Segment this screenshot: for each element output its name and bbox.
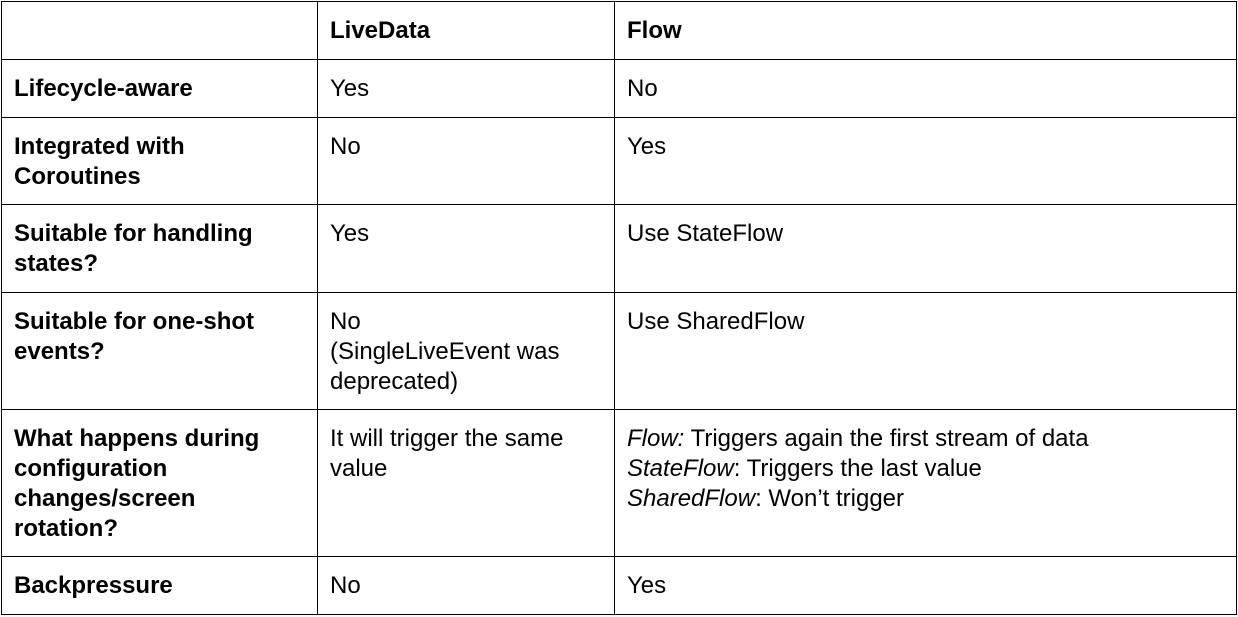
flow-cell: Yes xyxy=(615,118,1237,205)
flow-cell: Use StateFlow xyxy=(615,205,1237,293)
table-row xyxy=(2,205,1237,293)
row-label-line: events? xyxy=(14,338,105,365)
flow-line-text: : Triggers the last value xyxy=(733,455,982,482)
flow-line xyxy=(627,424,1224,454)
livedata-cell: No xyxy=(318,557,615,615)
livedata-cell xyxy=(318,293,615,410)
livedata-line: deprecated) xyxy=(330,368,459,395)
flow-cell: No xyxy=(615,60,1237,118)
flow-cell xyxy=(615,410,1237,557)
row-label-one-shot-events xyxy=(2,293,318,410)
livedata-cell: Yes xyxy=(318,60,615,118)
row-label-handling-states xyxy=(2,205,318,293)
row-label-integrated-with-coroutines xyxy=(2,118,318,205)
flow-term: StateFlow xyxy=(627,455,734,482)
table-header-row xyxy=(2,2,1237,60)
table-row xyxy=(2,60,1237,118)
flow-term: Flow: xyxy=(627,425,685,452)
row-label-line: configuration xyxy=(14,455,168,482)
row-label-backpressure: Backpressure xyxy=(2,557,318,615)
table-row xyxy=(2,557,1237,615)
row-label-line: Integrated with xyxy=(14,133,185,160)
comparison-table xyxy=(1,1,1237,615)
header-livedata: LiveData xyxy=(318,2,615,60)
row-label-line: changes/screen xyxy=(14,485,196,512)
row-label-line: Suitable for one-shot xyxy=(14,308,254,335)
livedata-line: value xyxy=(330,455,388,482)
flow-line-text: : Won’t trigger xyxy=(755,485,905,512)
flow-cell: Use SharedFlow xyxy=(615,293,1237,410)
flow-line xyxy=(627,484,1224,514)
flow-term: SharedFlow xyxy=(627,485,756,512)
row-label-configuration-changes xyxy=(2,410,318,557)
flow-line xyxy=(627,454,1224,484)
livedata-line: (SingleLiveEvent was xyxy=(330,338,560,365)
livedata-line: No xyxy=(330,308,361,335)
table-row xyxy=(2,118,1237,205)
header-corner-cell xyxy=(2,2,318,60)
row-label-line: Coroutines xyxy=(14,163,141,190)
table-row xyxy=(2,293,1237,410)
row-label-line: rotation? xyxy=(14,515,118,542)
row-label-line: Suitable for handling xyxy=(14,220,253,247)
livedata-cell: Yes xyxy=(318,205,615,293)
livedata-cell: No xyxy=(318,118,615,205)
row-label-lifecycle-aware: Lifecycle-aware xyxy=(2,60,318,118)
header-flow: Flow xyxy=(615,2,1237,60)
livedata-line: It will trigger the same xyxy=(330,425,564,452)
table-row xyxy=(2,410,1237,557)
flow-line-text: Triggers again the first stream of data xyxy=(684,425,1089,452)
row-label-line: What happens during xyxy=(14,425,260,452)
flow-cell: Yes xyxy=(615,557,1237,615)
row-label-line: states? xyxy=(14,250,99,277)
livedata-cell xyxy=(318,410,615,557)
